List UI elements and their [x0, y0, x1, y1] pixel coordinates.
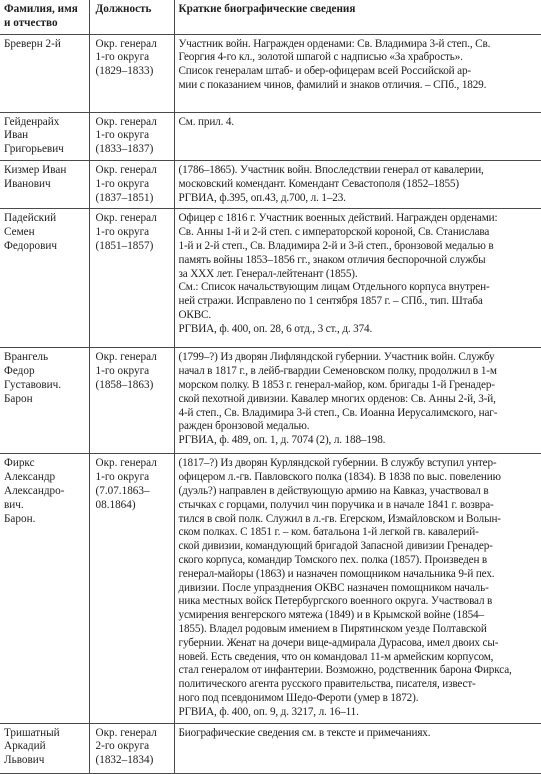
header-name — [0, 0, 89, 34]
text-line: Семен — [4, 226, 35, 239]
text-line: и отчество — [4, 16, 58, 29]
name-cell — [0, 723, 89, 773]
text-line: Должность — [95, 3, 152, 15]
text-line: (1837–1851) — [95, 191, 154, 204]
text-line: Список генералам штаб- и обер-офицерам всей Российской ар- — [178, 65, 471, 78]
text-line: политического агента русского правительства, писателя, извест- — [178, 678, 476, 691]
post-cell — [89, 723, 174, 773]
text-line: РГВИА, ф. 489, оп. 1, д. 7074 (2), л. 188–198. — [178, 434, 386, 447]
text-line: офицером л.-гв. Павловского полка (1834). В 1838 по выс. повелению — [178, 471, 501, 484]
header-post — [89, 0, 174, 34]
name-cell — [0, 160, 89, 208]
text-line: 1-го округа — [95, 471, 150, 484]
text-line: Густавович. — [4, 378, 62, 391]
text-line: (1817–?) Из дворян Курляндской губернии. В службу вступил унтер- — [178, 457, 497, 470]
text-line: мии с показанием чинов, фамилий и знаков отличия. – СПб., 1829. — [178, 78, 487, 91]
text-line: Иван — [4, 129, 29, 142]
text-line: ней стражи. Исправлено по 1 сентября 1857 г. – СПб., тип. Штаба — [178, 295, 483, 308]
text-line: Гейденрайх — [4, 115, 60, 128]
text-line: (1786–1865). Участник войн. Впоследствии генерал от кавалерии, — [178, 163, 484, 176]
text-line: (1851–1857) — [95, 239, 154, 252]
table-row — [0, 112, 541, 160]
text-line: Федор — [4, 365, 35, 378]
table-row — [0, 209, 541, 348]
text-line: Окр. генерал — [95, 37, 157, 50]
text-line: новей. Есть сведения, что он командовал 11-м армейским корпусом, — [178, 650, 494, 663]
text-line: ского корпуса, командир Томского пех. полка (1857). Произведен в — [178, 553, 488, 566]
post-cell — [89, 454, 174, 723]
text-line: Св. Анны 1-й и 2-й степ. с императорской короной, Св. Станислава — [178, 226, 490, 239]
text-line: См. прил. 4. — [178, 115, 234, 128]
text-line: 4-й степ., Св. Владимира 3-й степ., Св. Иоанна Иерусалимского, наг- — [178, 406, 498, 419]
text-line: 1855). Владел родовым имением в Пирятинском уезде Полтавской — [178, 622, 487, 635]
post-cell — [89, 348, 174, 454]
text-line: ражден бронзовой медалью. — [178, 420, 310, 433]
post-cell — [89, 112, 174, 160]
text-line: 1-го округа — [95, 129, 150, 142]
post-cell — [89, 160, 174, 208]
text-line: дивизии. После упразднения ОКВС назначен помощником началь- — [178, 581, 489, 594]
text-line: (7.07.1863– — [95, 484, 150, 497]
table-row — [0, 723, 541, 773]
text-line: Кизмер Иван — [4, 163, 67, 176]
text-line: ской пехотной дивизии. Кавалер многих орденов: Св. Анны 2-й, 3-й, — [178, 392, 496, 405]
text-line: ного под псевдонимом Шедо-Фероти (умер в 1872). — [178, 691, 419, 704]
text-line: Барон — [4, 392, 33, 405]
text-line: Врангель — [4, 351, 49, 364]
text-line: Участник войн. Награжден орденами: Св. Владимира 3-й степ., Св. — [178, 37, 491, 50]
text-line: ской дивизии, командующий бригадой Запасной дивизии Гренадер- — [178, 540, 493, 553]
text-line: стычках с горцами, получил чин поручика и в начале 1841 г. возвра- — [178, 498, 494, 511]
text-line: Падейский — [4, 212, 57, 225]
table-row — [0, 348, 541, 454]
text-line: за XXX лет. Генерал-лейтенант (1855). — [178, 267, 358, 280]
text-line: Окр. генерал — [95, 726, 157, 739]
text-line: ника местных войск Петербургского военного округа. Участвовал в — [178, 595, 493, 608]
text-line: (1829–1833) — [95, 65, 154, 78]
name-cell — [0, 454, 89, 723]
post-cell — [89, 209, 174, 348]
bio-cell — [174, 160, 541, 208]
text-line: 2-го округа — [95, 740, 150, 753]
text-line: Георгия 4-го кл., золотой шпагой с надписью «За храбрость». — [178, 51, 463, 64]
text-line: РГВИА, ф. 400, оп. 9, д. 3217, л. 16–11. — [178, 705, 359, 718]
text-line: (1832–1834) — [95, 754, 154, 767]
text-line: усмирения венгерского мятежа (1849) и в Крымской войне (1854– — [178, 609, 484, 622]
text-line: Федорович — [4, 239, 58, 252]
bio-cell — [174, 723, 541, 773]
post-cell — [89, 34, 174, 112]
text-line: 1-го округа — [95, 365, 150, 378]
text-line: вич. — [4, 498, 24, 511]
name-cell — [0, 348, 89, 454]
text-line: Окр. генерал — [95, 457, 157, 470]
text-line: (дуэль?) направлен в действующую армию на Кавказ, участвовал в — [178, 484, 489, 497]
text-line: Григорьевич — [4, 143, 64, 156]
table-row — [0, 34, 541, 112]
header-bio — [174, 0, 541, 34]
text-line: Тришатный — [4, 726, 60, 739]
text-line: Львович — [4, 754, 45, 767]
text-line: московский комендант. Комендант Севастополя (1852–1855) — [178, 177, 459, 190]
text-line: ОКВС. — [178, 308, 212, 321]
text-line: Иванович — [4, 177, 51, 190]
text-line: Аркадий — [4, 740, 46, 753]
header-row — [0, 0, 541, 34]
text-line: 1-го округа — [95, 51, 150, 64]
bio-cell — [174, 209, 541, 348]
name-cell — [0, 112, 89, 160]
bio-cell — [174, 34, 541, 112]
name-cell — [0, 34, 89, 112]
text-line: морском полку. В 1853 г. генерал-майор, ком. бригады 1-й Гренадер- — [178, 378, 495, 391]
bio-cell — [174, 454, 541, 723]
text-line: Биографические сведения см. в тексте и примечаниях. — [178, 726, 431, 739]
text-line: (1833–1837) — [95, 143, 154, 156]
text-line: РГВИА, ф. 400, оп. 28, 6 отд., 3 ст., д. 374. — [178, 322, 373, 335]
table-body — [0, 34, 541, 773]
text-line: Окр. генерал — [95, 115, 157, 128]
text-line: генерал-майоры (1863) и назначен помощником начальника 9-й пех. — [178, 567, 495, 580]
text-line: РГВИА, ф.395, оп.43, д.700, л. 1–23. — [178, 191, 346, 204]
text-line: 08.1864) — [95, 498, 136, 511]
text-line: стал генералом от инфантерии. Возможно, родственник барона Фиркса, — [178, 664, 512, 677]
text-line: Окр. генерал — [95, 163, 157, 176]
text-line: Бреверн 2-й — [4, 37, 61, 50]
bio-cell — [174, 348, 541, 454]
text-line: Александр — [4, 471, 56, 484]
text-line: Барон. — [4, 512, 36, 525]
text-line: Окр. генерал — [95, 212, 157, 225]
text-line: Офицер с 1816 г. Участник военных действий. Награжден орденами: — [178, 212, 498, 225]
text-line: начал в 1817 г., в лейб-гвардии Семеновском полку, продолжил в 1-м — [178, 365, 497, 378]
table-row — [0, 454, 541, 723]
text-line: память войны 1853–1856 гг., знаком отличия беспорочной службы — [178, 253, 486, 266]
text-line: тился в свой полк. Служил в л.-гв. Егерском, Измайловском и Волын- — [178, 512, 501, 525]
text-line: 1-го округа — [95, 226, 150, 239]
text-line: См.: Список начальствующим лицам Отдельного корпуса внутрен- — [178, 281, 490, 294]
text-line: 1-й и 2-й степ., Св. Владимира 2-й и 3-й степ., бронзовой медалью в — [178, 239, 494, 252]
text-line: Фиркс — [4, 457, 35, 470]
text-line: (1799–?) Из дворян Лифляндской губернии. Участник войн. Службу — [178, 351, 495, 364]
text-line: губернии. Женат на дочери вице-адмирала Дурасова, имел двоих сы- — [178, 636, 499, 649]
text-line: Фамилия, имя — [4, 3, 78, 15]
text-line: 1-го округа — [95, 177, 150, 190]
text-line: Краткие биографические сведения — [178, 3, 356, 15]
text-line: Александро- — [4, 484, 65, 497]
bio-cell — [174, 112, 541, 160]
text-line: (1858–1863) — [95, 378, 154, 391]
text-line: ском полках. С 1851 г. – ком. батальона 1-й легкой гв. кавалерий- — [178, 526, 479, 539]
table-row — [0, 160, 541, 208]
text-line: Окр. генерал — [95, 351, 157, 364]
name-cell — [0, 209, 89, 348]
